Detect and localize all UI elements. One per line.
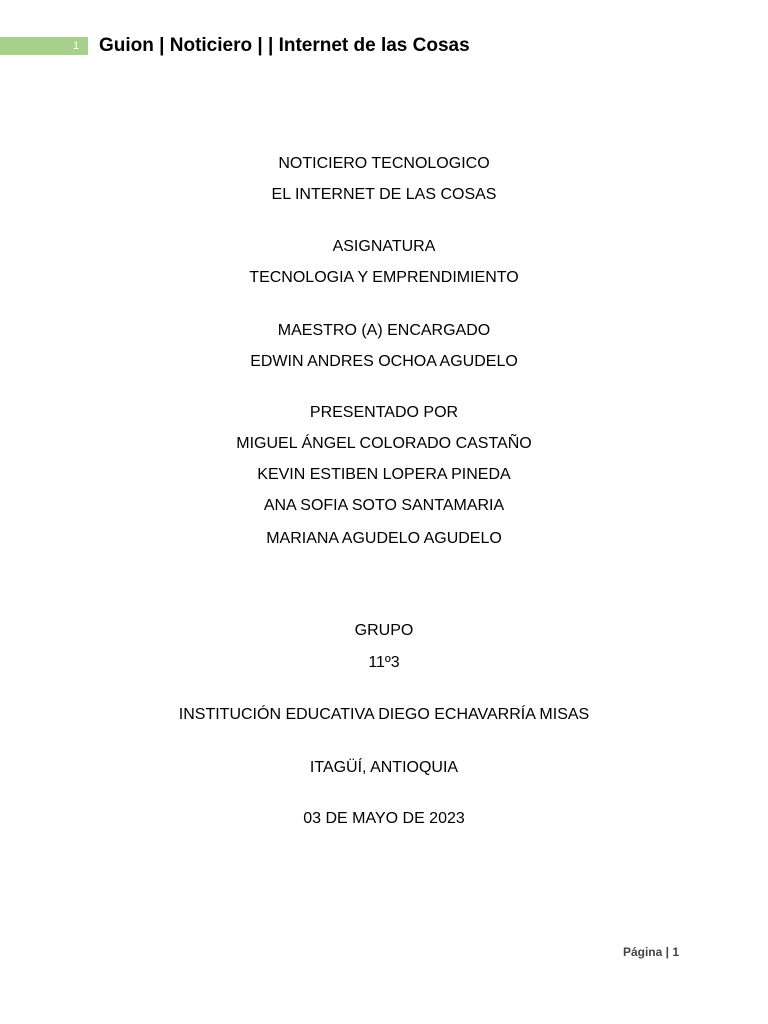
header-page-number: 1: [72, 40, 80, 52]
author-name: ANA SOFIA SOTO SANTAMARIA: [263, 497, 505, 514]
teacher-name: EDWIN ANDRES OCHOA AGUDELO: [250, 353, 518, 370]
group-label: GRUPO: [354, 622, 414, 639]
author-name: KEVIN ESTIBEN LOPERA PINEDA: [257, 466, 511, 483]
author-name: MIGUEL ÁNGEL COLORADO CASTAÑO: [236, 435, 532, 452]
page-footer: Página | 1: [622, 945, 679, 959]
program-title: NOTICIERO TECNOLOGICO: [278, 155, 490, 172]
date: 03 DE MAYO DE 2023: [303, 810, 465, 827]
subject-label: ASIGNATURA: [332, 238, 436, 255]
location: ITAGÜÍ, ANTIOQUIA: [309, 759, 459, 776]
institution-name: INSTITUCIÓN EDUCATIVA DIEGO ECHAVARRÍA MISAS: [178, 706, 590, 723]
teacher-label: MAESTRO (A) ENCARGADO: [277, 322, 491, 339]
group-value: 11º3: [368, 654, 400, 671]
header-title: Guion | Noticiero | | Internet de las Cosas: [99, 35, 470, 56]
topic-title: EL INTERNET DE LAS COSAS: [271, 186, 497, 203]
subject-value: TECNOLOGIA Y EMPRENDIMIENTO: [249, 269, 519, 286]
presented-by-label: PRESENTADO POR: [309, 404, 459, 421]
author-name: MARIANA AGUDELO AGUDELO: [266, 530, 502, 547]
